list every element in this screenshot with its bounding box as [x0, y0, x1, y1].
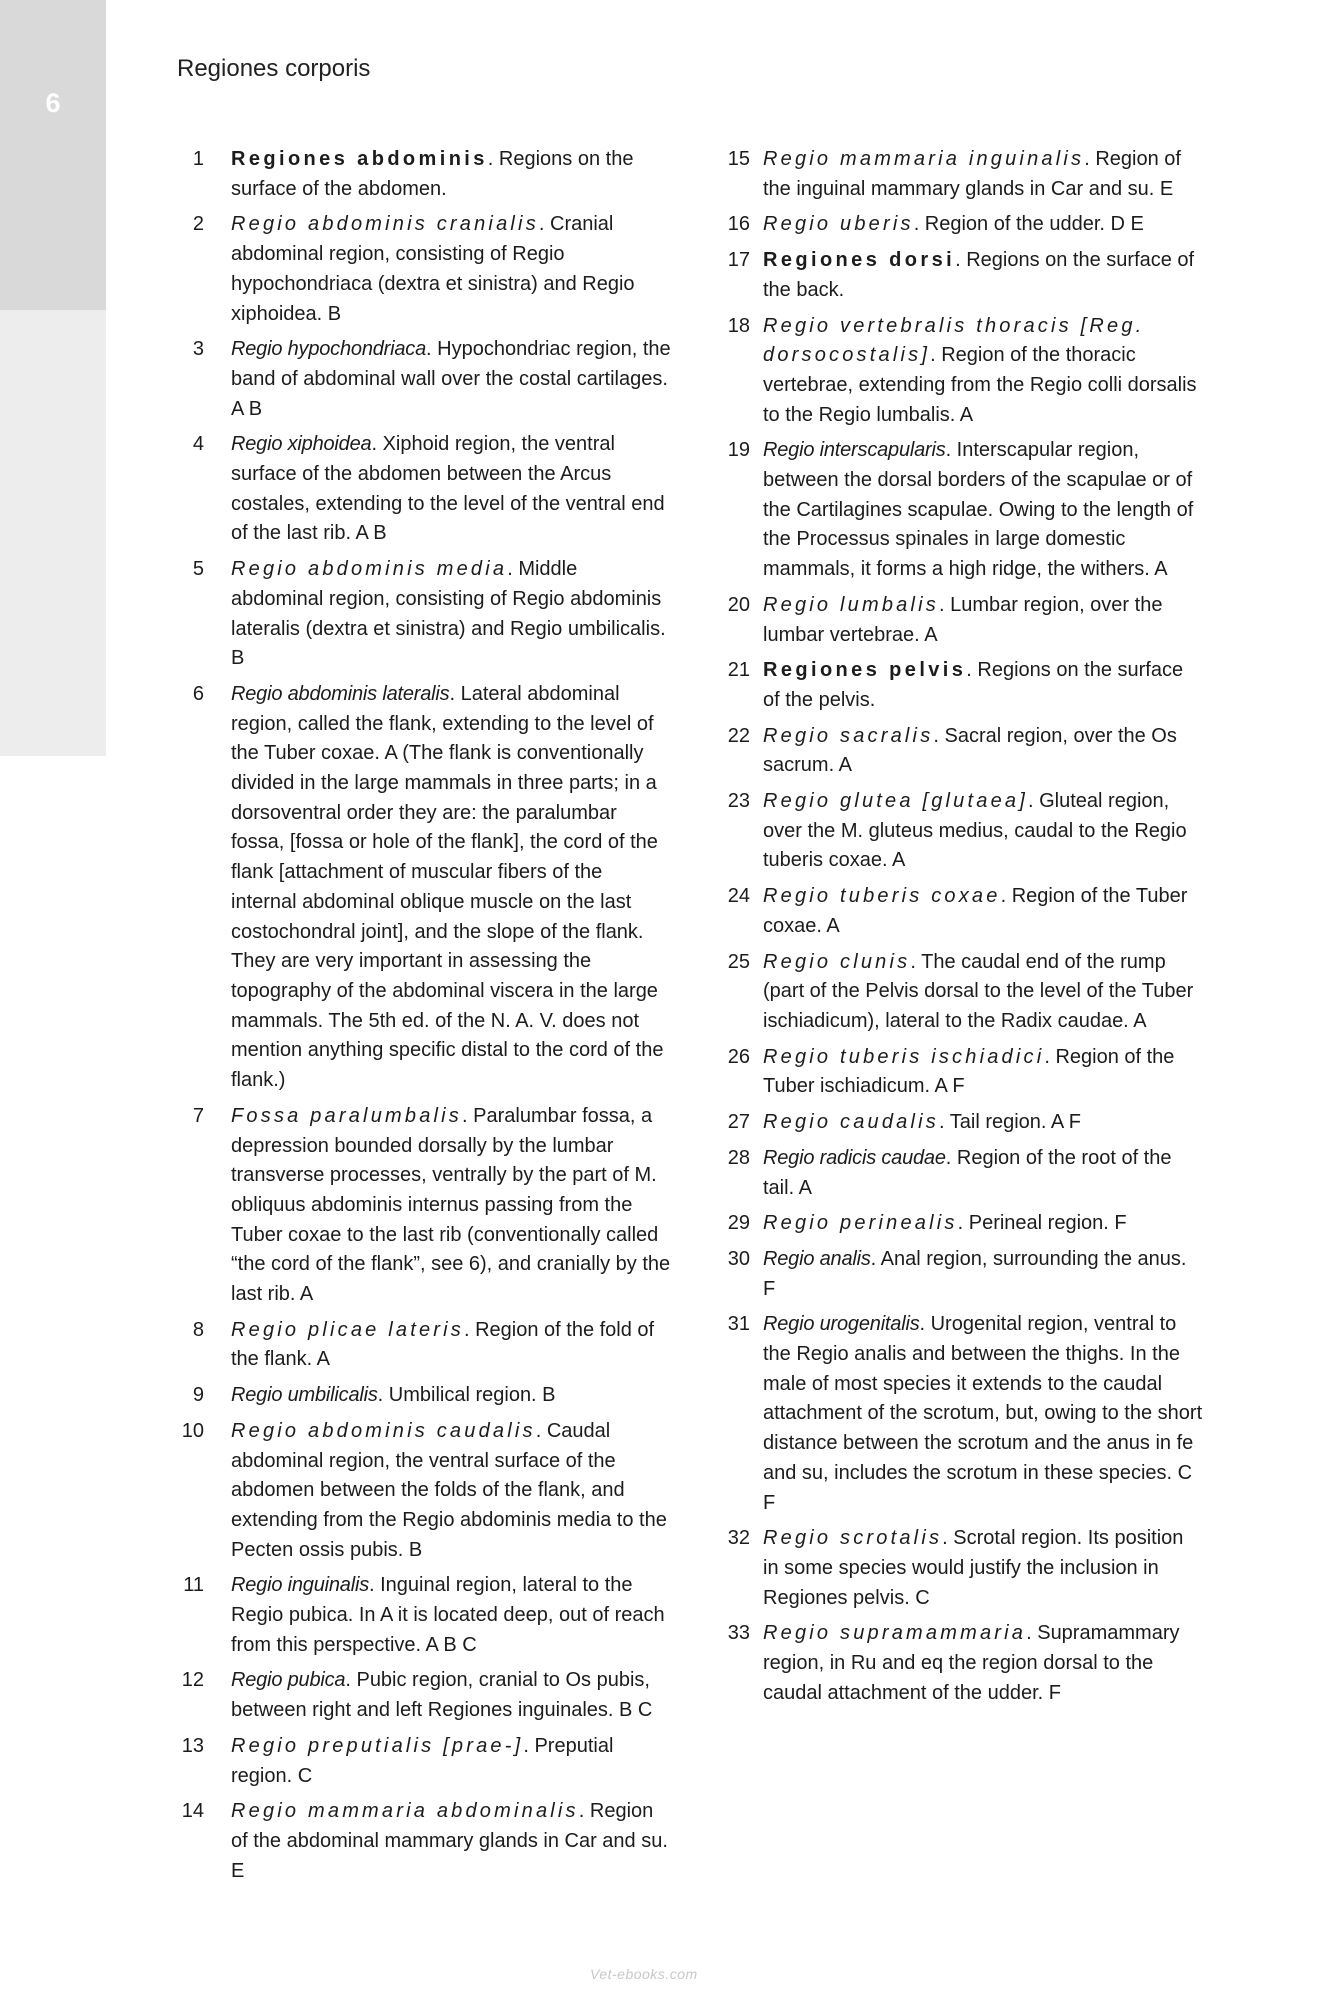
glossary-entry	[704, 722, 1204, 781]
entry-description: . Preputial region. C	[231, 1734, 614, 1787]
entry-number: 27	[727, 1111, 750, 1134]
entry-description: . Pubic region, cranial to Os pubis, between right and left Regiones inguinales. B C	[231, 1669, 653, 1722]
entry-number: 26	[727, 1045, 750, 1068]
entry-description: . Supramammary region, in Ru and eq the region dorsal to the caudal attachment of the udder. F	[763, 1622, 1180, 1704]
entry-description: . The caudal end of the rump (part of the Pelvis dorsal to the level of the Tuber ischiadicum), lateral to the Radix caudae. A	[763, 950, 1194, 1032]
entry-description: . Tail region. A F	[939, 1111, 1081, 1134]
entry-term: Regio vertebralis thoracis [Reg. dorsocostalis]	[763, 314, 1145, 367]
glossary-entry	[172, 680, 672, 1096]
entry-number: 21	[727, 659, 750, 682]
entry-term: Fossa paralumbalis	[231, 1104, 463, 1127]
entry-description: . Cranial abdominal region, consisting of Regio hypochondriaca (dextra et sinistra) and Regio xiphoidea. B	[231, 213, 635, 325]
entry-term: Regio tuberis coxae	[763, 885, 1001, 908]
glossary-entry	[704, 1619, 1204, 1708]
running-head: Regiones corporis	[177, 55, 371, 82]
entry-description: . Paralumbar fossa, a depression bounded dorsally by the lumbar transverse processes, ventrally by the part of M. obliquus abdominis internus passing from the Tuber coxae to the last rib (conventionally called “the cord of the flank”, see 6), and cranially by the last rib. A	[231, 1104, 671, 1306]
entry-term: Regio mammaria abdominalis	[231, 1800, 579, 1823]
entry-number: 3	[192, 338, 204, 361]
entry-description: . Inguinal region, lateral to the Regio pubica. In A it is located deep, out of reach from this perspective. A B C	[231, 1574, 665, 1656]
left-column	[172, 145, 672, 1892]
entry-description: . Regions on the surface of the abdomen.	[231, 148, 634, 200]
entry-description: . Hypochondriac region, the band of abdominal wall over the costal cartilages. A B	[231, 338, 671, 420]
entry-number: 17	[727, 249, 750, 272]
glossary-entry	[704, 145, 1204, 204]
entry-number: 16	[727, 213, 750, 236]
entry-number: 6	[192, 682, 204, 705]
watermark: Vet-ebooks.com	[590, 1966, 698, 1982]
entry-number: 14	[181, 1800, 204, 1823]
glossary-entry	[704, 1144, 1204, 1203]
glossary-entry	[704, 656, 1204, 715]
entry-description: . Lumbar region, over the lumbar vertebrae. A	[763, 593, 1163, 646]
entry-number: 9	[192, 1384, 204, 1407]
chapter-tab	[0, 0, 106, 310]
entry-term: Regio tuberis ischiadici	[763, 1045, 1045, 1068]
entry-term: Regiones pelvis	[763, 659, 967, 682]
entry-term: Regio supramammaria	[763, 1622, 1027, 1645]
glossary-entry	[704, 591, 1204, 650]
entry-term: Regio caudalis	[763, 1111, 939, 1134]
entry-number: 33	[727, 1622, 750, 1645]
entry-term: Regio hypochondriaca	[231, 338, 427, 361]
entry-description: . Region of the Tuber coxae. A	[763, 885, 1188, 937]
chapter-number: 6	[45, 88, 61, 118]
entry-term: Regio mammaria inguinalis	[763, 148, 1085, 170]
entry-number: 13	[181, 1734, 204, 1757]
glossary-entry	[172, 555, 672, 674]
entry-term: Regio abdominis media	[231, 558, 508, 581]
entry-description: . Gluteal region, over the M. gluteus medius, caudal to the Regio tuberis coxae. A	[763, 790, 1187, 872]
entry-term: Regio scrotalis	[763, 1527, 943, 1550]
entry-term: Regio abdominis caudalis	[231, 1419, 536, 1442]
entry-term: Regio umbilicalis	[231, 1384, 378, 1407]
glossary-entry	[704, 882, 1204, 941]
glossary-entry	[704, 1108, 1204, 1138]
entry-term: Regio inguinalis	[231, 1574, 370, 1597]
glossary-entry	[704, 948, 1204, 1037]
glossary-entry	[704, 1209, 1204, 1239]
glossary-entry	[704, 436, 1204, 585]
glossary-entry	[704, 210, 1204, 240]
glossary-entry	[704, 1245, 1204, 1304]
entry-description: . Xiphoid region, the ventral surface of the abdomen between the Arcus costales, extending to the level of the ventral end of the last rib. A B	[231, 433, 665, 545]
entry-term: Regiones abdominis	[231, 148, 488, 170]
chapter-tab-margin	[0, 310, 106, 756]
glossary-entry	[704, 246, 1204, 305]
entry-number: 10	[181, 1419, 204, 1442]
entry-term: Regio perinealis	[763, 1212, 958, 1235]
entry-description: . Interscapular region, between the dorsal borders of the scapulae or of the Cartilagines scapulae. Owing to the length of the Processus spinales in large domestic mammals, it forms a high ridge, the withers. A	[763, 439, 1194, 581]
entry-term: Regio clunis	[763, 950, 911, 973]
entry-term: Regio pubica	[231, 1669, 346, 1692]
entry-description: . Perineal region. F	[957, 1212, 1127, 1235]
entry-description: . Region of the fold of the flank. A	[231, 1318, 655, 1371]
entry-number: 25	[727, 950, 750, 973]
entry-term: Regio interscapularis	[763, 439, 946, 462]
entry-number: 11	[183, 1574, 204, 1597]
entry-number: 4	[192, 433, 204, 456]
entry-term: Regio uberis	[763, 213, 914, 236]
entry-number: 18	[727, 314, 750, 337]
entry-description: . Urogenital region, ventral to the Regio analis and between the thighs. In the male of most species it extends to the caudal attachment of the scrotum, but, owing to the short distance between the scrotum and the anus in fe and su, includes the scrotum in these species. C F	[763, 1313, 1203, 1514]
glossary-entry	[704, 312, 1204, 431]
glossary-entry	[704, 1310, 1204, 1518]
entry-term: Regio radicis caudae	[763, 1146, 946, 1169]
entry-number: 2	[192, 213, 204, 236]
right-column	[704, 145, 1204, 1714]
entry-description: . Scrotal region. Its position in some species would justify the inclusion in Regiones pelvis. C	[763, 1527, 1184, 1609]
entry-description: . Caudal abdominal region, the ventral surface of the abdomen between the folds of the flank, and extending from the Regio abdominis media to the Pecten ossis pubis. B	[231, 1419, 667, 1561]
entry-description: . Region of the thoracic vertebrae, extending from the Regio colli dorsalis to the Regio lumbalis. A	[763, 344, 1197, 426]
entry-number: 32	[727, 1527, 750, 1550]
entry-number: 5	[192, 558, 204, 581]
entry-number: 15	[727, 148, 750, 170]
entry-number: 30	[727, 1247, 750, 1270]
entry-description: . Sacral region, over the Os sacrum. A	[763, 724, 1177, 777]
entry-term: Regio abdominis lateralis	[231, 682, 450, 705]
glossary-entry	[172, 1381, 672, 1411]
entry-description: . Region of the abdominal mammary glands in Car and su. E	[231, 1800, 668, 1882]
entry-term: Regio xiphoidea	[231, 433, 372, 456]
glossary-entry	[172, 1797, 672, 1886]
entry-term: Regio lumbalis	[763, 593, 939, 616]
glossary-entry	[172, 1571, 672, 1660]
glossary-entry	[172, 1666, 672, 1725]
entry-term: Regiones dorsi	[763, 249, 956, 272]
entry-number: 1	[192, 148, 204, 170]
entry-number: 7	[192, 1104, 204, 1127]
entry-description: . Regions on the surface of the back.	[763, 249, 1195, 301]
entry-number: 28	[727, 1146, 750, 1169]
glossary-entry	[172, 1102, 672, 1310]
entry-description: . Lateral abdominal region, called the flank, extending to the level of the Tuber coxae. A (The flank is conventionally divided in the large mammals in three parts; in a dorsoventral order they are: the paralumbar fossa, [fossa or hole of the flank], the cord of the flank [attachment of muscular fibers of the internal abdominal oblique muscle on the last costochondral joint], and the slope of the flank. They are very important in assessing the topography of the abdominal viscera in the large mammals. The 5th ed. of the N. A. V. does not mention anything specific distal to the cord of the flank.)	[231, 682, 664, 1092]
entry-description: . Region of the inguinal mammary glands in Car and su. E	[763, 148, 1181, 200]
glossary-entry	[704, 787, 1204, 876]
entry-number: 12	[181, 1669, 204, 1692]
entry-term: Regio analis	[763, 1247, 871, 1270]
entry-description: . Region of the Tuber ischiadicum. A F	[763, 1045, 1175, 1098]
entry-number: 23	[727, 790, 750, 813]
glossary-entry	[172, 1417, 672, 1566]
entry-term: Regio preputialis [prae-]	[231, 1734, 524, 1757]
entry-number: 31	[727, 1313, 750, 1336]
entry-number: 24	[727, 885, 750, 908]
glossary-entry	[704, 1043, 1204, 1102]
entry-description: . Middle abdominal region, consisting of Regio abdominis lateralis (dextra et sinistra) and Regio umbilicalis. B	[231, 558, 666, 670]
glossary-entry	[172, 335, 672, 424]
glossary-entry	[172, 1316, 672, 1375]
entry-description: . Umbilical region. B	[377, 1384, 556, 1407]
entry-term: Regio sacralis	[763, 724, 934, 747]
glossary-entry	[172, 1732, 672, 1791]
entry-description: . Region of the root of the tail. A	[763, 1146, 1172, 1199]
glossary-entry	[704, 1524, 1204, 1613]
entry-term: Regio plicae lateris	[231, 1318, 464, 1341]
entry-number: 20	[727, 593, 750, 616]
entry-number: 19	[727, 439, 750, 462]
entry-description: . Region of the udder. D E	[913, 213, 1144, 236]
entry-term: Regio glutea [glutaea]	[763, 790, 1028, 813]
glossary-entry	[172, 210, 672, 329]
entry-description: . Anal region, surrounding the anus. F	[763, 1247, 1187, 1300]
entry-number: 22	[727, 724, 750, 747]
entry-number: 8	[192, 1318, 204, 1341]
entry-term: Regio urogenitalis	[763, 1313, 920, 1336]
entry-number: 29	[727, 1212, 750, 1235]
glossary-entry	[172, 430, 672, 549]
entry-description: . Regions on the surface of the pelvis.	[763, 659, 1184, 711]
glossary-entry	[172, 145, 672, 204]
entry-term: Regio abdominis cranialis	[231, 213, 539, 236]
